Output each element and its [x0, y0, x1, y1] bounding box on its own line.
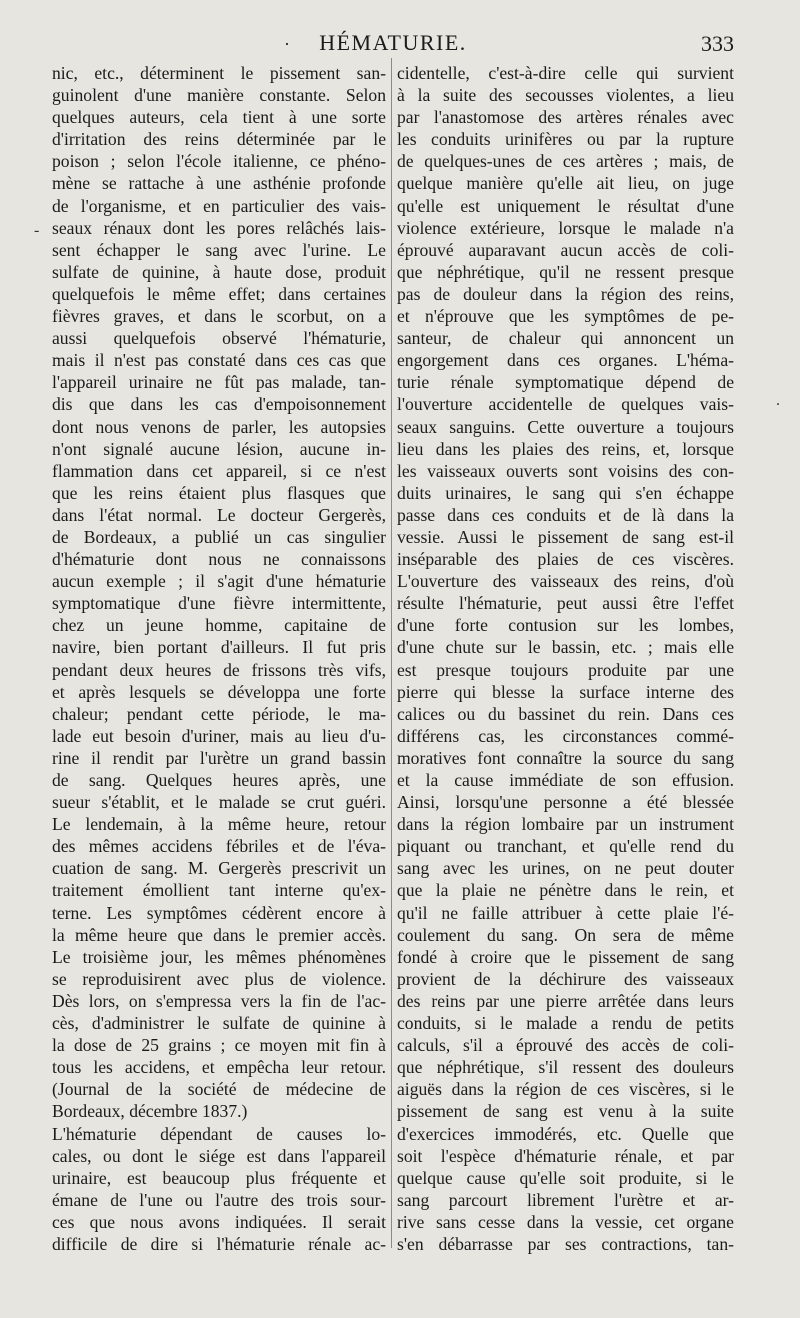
text-line: dans l'état normal. Le docteur Gergerès, [52, 504, 386, 525]
column-divider [391, 58, 392, 1248]
text-line: aussi quelquefois observé l'hématurie, [52, 328, 386, 349]
text-line: terne. Les symptômes cédèrent encore à [52, 902, 386, 923]
text-line: mène se rattache à une asthénie profonde [52, 173, 386, 194]
text-line: ces que nous avons indiquées. Il serait [52, 1211, 386, 1232]
text-line: et après lesquels se développa une forte [52, 681, 386, 702]
text-line: chaleur; pendant cette période, le ma- [52, 703, 386, 724]
text-line: est presque toujours produite par une [397, 659, 734, 680]
text-line: Ainsi, lorsqu'une personne a été blessée [397, 792, 734, 813]
text-line: quelques auteurs, cela tient à une sorte [52, 107, 386, 128]
text-line: d'exercices immodérés, etc. Quelle que [397, 1123, 734, 1144]
text-line: symptomatique d'une fièvre intermittente, [52, 593, 386, 614]
text-line: et la cause immédiate de son effusion. [397, 770, 734, 790]
text-line: sang parcourt librement l'urètre et ar- [397, 1189, 734, 1210]
text-line: sent échapper le sang avec l'urine. Le [52, 239, 386, 260]
text-line: inséparable des plaies de ces viscères. [397, 549, 734, 570]
text-line: les conduits urinifères ou par la rupture [397, 129, 734, 150]
text-line: turie rénale symptomatique dépend de [397, 372, 734, 393]
header-dot: · [284, 34, 290, 54]
text-line: guinolent d'une manière constante. Selon [52, 85, 386, 106]
right-column [397, 62, 734, 1255]
text-line: lieu dans les plaies des reins, et, lorsque [397, 438, 734, 459]
text-line: dont nous venons de parler, les autopsies [52, 416, 386, 437]
text-line: provient de la déchirure des vaisseaux [397, 968, 734, 989]
text-line: cidentelle, c'est-à-dire celle qui survient [397, 63, 734, 83]
text-line: résulte l'hématurie, peut aussi être l'effet [397, 593, 734, 614]
text-line: de sang. Quelques heures après, une [52, 770, 386, 790]
text-line: Bordeaux, décembre 1837.) [52, 1101, 248, 1122]
text-line: émane de l'une ou l'autre des trois sour- [52, 1189, 386, 1210]
margin-mark: - [34, 222, 40, 239]
text-line: calices ou du bassinet du rein. Dans ces [397, 703, 734, 724]
text-line: que les reins étaient plus flasques que [52, 482, 386, 503]
text-line: d'une forte contusion sur les lombes, [397, 615, 734, 636]
text-line: que néphrétique, qu'il ne ressent presque [397, 261, 734, 282]
text-line: (Journal de la société de médecine de [52, 1079, 386, 1100]
text-line: des reins par une pierre arrêtée dans leurs [397, 990, 734, 1011]
text-line: mais il n'est pas constaté dans ces cas que [52, 350, 386, 371]
text-line: L'ouverture des vaisseaux des reins, d'où [397, 571, 734, 592]
text-line: seaux rénaux dont les pores relâchés lais- [52, 217, 386, 238]
text-line: Le lendemain, à la même heure, retour [52, 814, 386, 835]
text-line: dans la région lombaire par un instrument [397, 814, 734, 835]
text-line: pierre qui blesse la surface interne des [397, 681, 734, 702]
text-line: Dès lors, on s'empressa vers la fin de l'ac- [52, 990, 386, 1011]
text-line: des mêmes accidens fébriles et de l'éva- [52, 836, 386, 857]
text-line: de l'organisme, et en particulier des vais- [52, 195, 386, 216]
text-line: violence extérieure, lorsque le malade n'a [397, 217, 734, 238]
text-line: tous les accidens, et empêcha leur retour. [52, 1057, 386, 1078]
header-title: HÉMATURIE. [319, 30, 467, 55]
text-line: de Bordeaux, a publié un cas singulier [52, 526, 386, 547]
text-line: aiguës dans la région de ces viscères, si le [397, 1079, 734, 1100]
text-line: quelque manière qu'elle ait lieu, on juge [397, 173, 734, 194]
text-line: passe dans ces conduits et de là dans la [397, 504, 734, 525]
text-line: vessie. Aussi le pissement de sang est-il [397, 526, 734, 547]
text-line: L'hématurie dépendant de causes lo- [52, 1123, 386, 1144]
text-line: duits urinaires, le sang qui s'en échappe [397, 482, 734, 503]
text-line: chez un jeune homme, capitaine de [52, 615, 386, 636]
text-line: santeur, de chaleur qui annoncent un [397, 328, 734, 349]
text-line: rive sans cesse dans la vessie, cet organe [397, 1211, 734, 1232]
text-line: traitement émollient tant interne qu'ex- [52, 880, 386, 901]
text-line: de quelques-unes de ces artères ; mais, de [397, 151, 734, 172]
text-line: Le troisième jour, les mêmes phénomènes [52, 946, 386, 967]
text-line: la dose de 25 grains ; ce moyen mit fin à [52, 1035, 386, 1056]
text-line: éprouvé auparavant aucun accès de coli- [397, 239, 734, 260]
text-line: quelquefois le même effet; dans certaines [52, 283, 386, 304]
text-line: et n'éprouve que les symptômes de pe- [397, 306, 734, 327]
text-line: nic, etc., déterminent le pissement san- [52, 63, 386, 83]
text-line: calculs, s'il a éprouvé des accès de coli- [397, 1035, 734, 1056]
margin-mark: . [776, 392, 780, 409]
text-line: cuation de sang. M. Gergerès prescrivit un [52, 858, 386, 879]
text-line: pendant deux heures de frissons très vifs, [52, 659, 386, 680]
text-line: cès, d'administrer le sulfate de quinine à [52, 1013, 386, 1034]
text-line: l'ouverture accidentelle de quelques vais- [397, 394, 734, 415]
text-line: coulement du sang. On sera de même [397, 924, 734, 945]
text-line: flammation dans cet appareil, si ce n'est [52, 460, 386, 481]
text-line: sulfate de quinine, à haute dose, produit [52, 261, 386, 282]
page-number: 333 [701, 31, 734, 56]
text-line: d'une chute sur le bassin, etc. ; mais elle [397, 637, 734, 658]
text-line: qu'elle est uniquement le résultat d'une [397, 195, 734, 216]
text-line: à la suite des secousses violentes, a lieu [397, 85, 734, 106]
text-line: soit l'espèce d'hématurie rénale, et par [397, 1145, 734, 1166]
text-line: sueur s'établit, et le malade se crut guéri. [52, 792, 386, 813]
text-line: rine il rendit par l'urètre un grand bassin [52, 747, 386, 768]
text-line: s'en débarrasse par ses contractions, tan- [397, 1233, 734, 1254]
running-header [52, 30, 734, 56]
text-line: piquant ou tranchant, et qu'elle rend du [397, 836, 734, 857]
text-line: quelque cause qu'elle soit produite, si le [397, 1167, 734, 1188]
text-line: seaux sanguins. Cette ouverture a toujours [397, 416, 734, 437]
text-line: moratives font connaître la source du sang [397, 747, 734, 768]
text-line: que néphrétique, s'il ressent des douleurs [397, 1057, 734, 1078]
text-line: aucun exemple ; il s'agit d'une hématurie [52, 571, 386, 592]
left-column [52, 62, 386, 1255]
text-line: lade eut besoin d'uriner, mais au lieu d'u- [52, 725, 386, 746]
text-line: pas de douleur dans la région des reins, [397, 283, 734, 304]
text-line: navire, bien portant d'ailleurs. Il fut pris [52, 637, 386, 658]
text-line: pissement de sang est venu à la suite [397, 1101, 734, 1122]
text-line: fondé à croire que le pissement de sang [397, 946, 734, 967]
text-line: que la plaie ne pénètre dans le rein, et [397, 880, 734, 901]
text-line: conduits, si le malade a rendu de petits [397, 1013, 734, 1034]
text-line: engorgement dans ces organes. L'héma- [397, 350, 734, 371]
text-line: se reproduisirent avec plus de violence. [52, 968, 386, 989]
text-line: d'hématurie dont nous ne connaissons [52, 549, 386, 570]
text-line: sang avec les urines, on ne peut douter [397, 858, 734, 879]
text-line: fièvres graves, et dans le scorbut, on a [52, 306, 386, 327]
text-line: par l'anastomose des artères rénales avec [397, 107, 734, 128]
text-line: qu'il ne faille attribuer à cette plaie l'é- [397, 902, 734, 923]
text-line: n'ont signalé aucune lésion, aucune in- [52, 438, 386, 459]
text-line: poison ; selon l'école italienne, ce phéno- [52, 151, 386, 172]
text-line: difficile de dire si l'hématurie rénale ac- [52, 1233, 386, 1254]
text-line: la même heure que dans le premier accès. [52, 924, 386, 945]
text-line: les vaisseaux ouverts sont voisins des con- [397, 460, 734, 481]
text-line: cales, ou dont le siége est dans l'appareil [52, 1145, 386, 1166]
text-line: différens cas, les circonstances commé- [397, 725, 734, 746]
text-line: dis que dans les cas d'empoisonnement [52, 394, 386, 415]
text-line: l'appareil urinaire ne fût pas malade, tan- [52, 372, 386, 393]
text-line: urinaire, est beaucoup plus fréquente et [52, 1167, 386, 1188]
text-line: d'irritation des reins déterminée par le [52, 129, 386, 150]
